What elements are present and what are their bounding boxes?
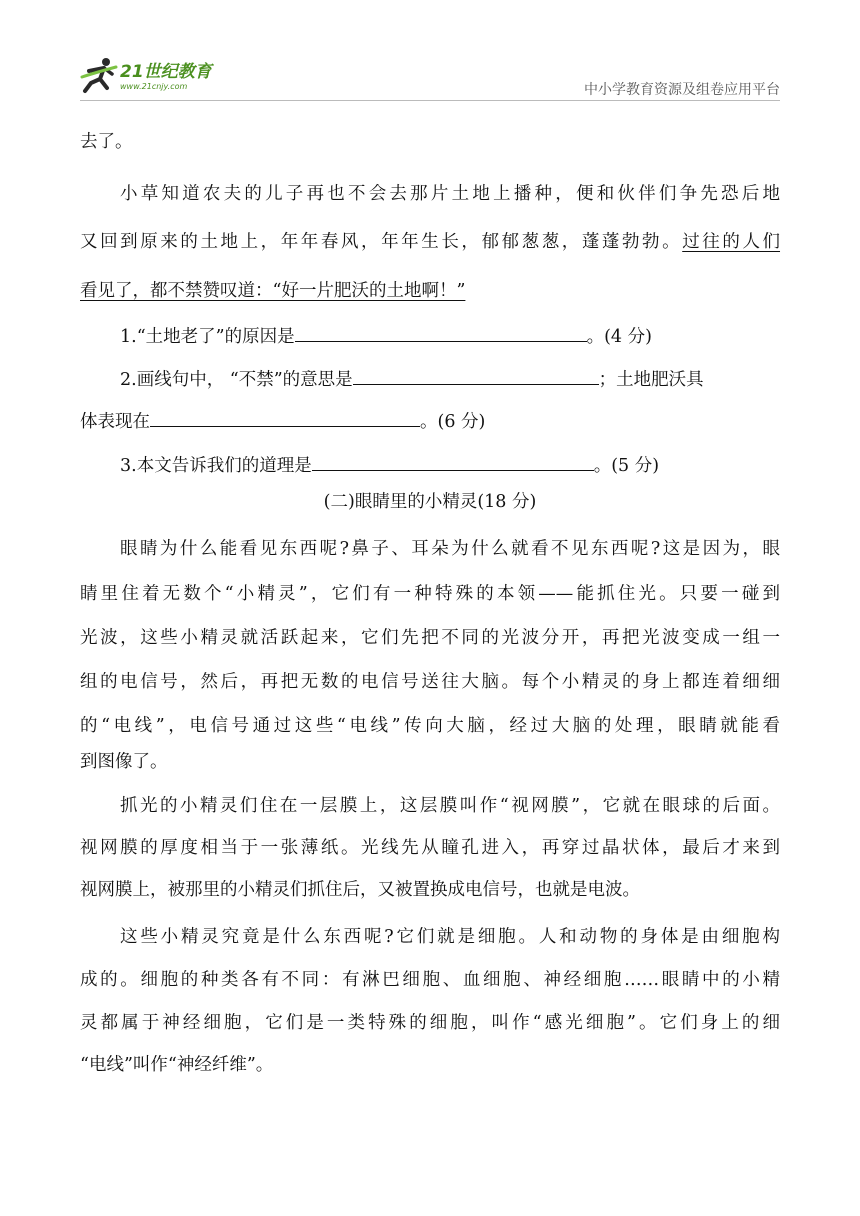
- question-1: [80, 323, 780, 349]
- text-segment: 又回到原来的土地上，年年春风，年年生长，郁郁葱葱，蓬蓬勃勃。: [80, 232, 683, 252]
- page-header: [80, 55, 780, 103]
- text-line: 成的。细胞的种类各有不同：有淋巴细胞、血细胞、神经细胞……眼睛中的小精: [80, 970, 780, 990]
- logo-brand-text: 21世纪教育: [120, 62, 212, 82]
- question-text: 3.本文告诉我们的道理是: [120, 456, 312, 476]
- text-line: 的“电线”，电信号通过这些“电线”传向大脑，经过大脑的处理，眼睛就能看: [80, 716, 780, 736]
- text-line: 小草知道农夫的儿子再也不会去那片土地上播种，便和伙伴们争先恐后地: [120, 184, 780, 204]
- question-score: 。(4 分): [586, 327, 652, 347]
- question-2-cont: [80, 408, 780, 434]
- text-line: 睛里住着无数个“小精灵”，它们有一种特殊的本领——能抓住光。只要一碰到: [80, 584, 780, 604]
- text-line: 视网膜上，被那里的小精灵们抓住后，又被置换成电信号，也就是电波。: [80, 880, 640, 900]
- text-line: 抓光的小精灵们住在一层膜上，这层膜叫作“视网膜”，它就在眼球的后面。: [120, 796, 780, 816]
- underlined-sentence: 看见了，都不禁赞叹道：“好一片肥沃的土地啊！”: [80, 281, 466, 301]
- platform-name: 中小学教育资源及组卷应用平台: [584, 82, 780, 98]
- text-line: 这些小精灵究竟是什么东西呢?它们就是细胞。人和动物的身体是由细胞构: [120, 927, 780, 947]
- text-line: 眼睛为什么能看见东西呢?鼻子、耳朵为什么就看不见东西呢?这是因为，眼: [120, 539, 780, 559]
- question-3: [80, 452, 780, 478]
- logo: [80, 55, 250, 99]
- answer-blank[interactable]: [150, 408, 420, 427]
- text-line: 灵都属于神经细胞，它们是一类特殊的细胞，叫作“感光细胞”。它们身上的细: [80, 1013, 780, 1033]
- text-line: 组的电信号，然后，再把无数的电信号送往大脑。每个小精灵的身上都连着细细: [80, 672, 780, 692]
- text-line: 视网膜的厚度相当于一张薄纸。光线先从瞳孔进入，再穿过晶状体，最后才来到: [80, 838, 780, 858]
- header-divider: [80, 100, 780, 101]
- answer-blank[interactable]: [353, 366, 599, 385]
- answer-blank[interactable]: [312, 452, 594, 471]
- text-line: 光波，这些小精灵就活跃起来，它们先把不同的光波分开，再把光波变成一组一: [80, 628, 780, 648]
- underlined-sentence: 过往的人们: [682, 232, 781, 252]
- text-line: “电线”叫作“神经纤维”。: [80, 1055, 274, 1075]
- text-line: [80, 279, 780, 303]
- section-title: (二)眼睛里的小精灵(18 分): [323, 492, 537, 512]
- text-line: 去了。: [80, 132, 133, 152]
- question-score: 。(5 分): [593, 456, 660, 476]
- text-line: [80, 230, 780, 254]
- answer-blank[interactable]: [295, 323, 587, 342]
- question-2: [80, 366, 780, 392]
- question-text: ；土地肥沃具: [598, 370, 704, 390]
- text-line: 到图像了。: [80, 752, 168, 772]
- runner-logo-icon: [80, 55, 120, 95]
- question-text: 体表现在: [80, 412, 150, 432]
- logo-url-text: www.21cnjy.com: [120, 82, 188, 91]
- question-text: 1.“土地老了”的原因是: [120, 327, 295, 347]
- question-text: 2.画线句中， “不禁”的意思是: [120, 370, 353, 390]
- question-score: 。(6 分): [420, 412, 486, 432]
